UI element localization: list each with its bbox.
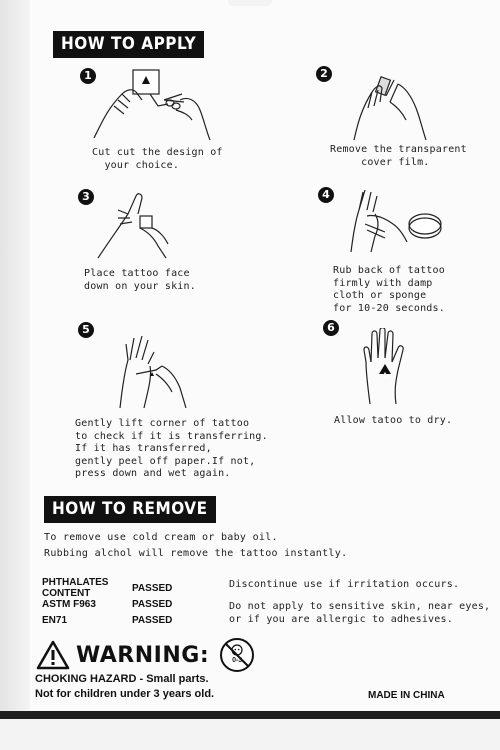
no-under-3-icon bbox=[219, 637, 255, 673]
test-name: PHTHALATES CONTENT bbox=[42, 577, 109, 599]
test-name: ASTM F963 bbox=[42, 598, 96, 610]
caution-line-1: Discontinue use if irritation occurs. bbox=[229, 579, 460, 590]
step-5-illustration bbox=[116, 330, 196, 410]
caution-line-2: Do not apply to sensitive skin, near eyes, bbox=[229, 601, 491, 612]
remove-line-1: To remove use cold cream or baby oil. bbox=[44, 532, 278, 543]
how-to-apply-heading: HOW TO APPLY bbox=[53, 31, 204, 58]
step-5-number: 5 bbox=[78, 322, 94, 338]
safety-tests bbox=[42, 577, 173, 628]
step-2-number: 2 bbox=[316, 66, 332, 82]
step-2-illustration bbox=[350, 72, 430, 142]
choking-line-1: CHOKING HAZARD - Small parts. bbox=[35, 673, 209, 685]
step-4-number: 4 bbox=[318, 187, 334, 203]
bottom-bar bbox=[0, 711, 500, 719]
step-1-text: Cut cut the design of your choice. bbox=[92, 147, 223, 171]
step-4-text: Rub back of tattoo firmly with damp cloth or sponge for 10-20 seconds. bbox=[333, 265, 445, 314]
warning-label: WARNING: bbox=[76, 642, 210, 668]
choking-line-2: Not for children under 3 years old. bbox=[35, 688, 215, 700]
age-range-label: 0-3 bbox=[232, 657, 243, 664]
test-result: PASSED bbox=[132, 614, 173, 626]
caution-line-3: or if you are allergic to adhesives. bbox=[229, 614, 453, 625]
step-5-text: Gently lift corner of tattoo to check if it is transferring. If it has transferred, gently peel off paper.If not, press down and wet again. bbox=[75, 418, 268, 479]
step-2-text: Remove the transparent cover film. bbox=[330, 144, 467, 168]
test-name: EN71 bbox=[42, 614, 68, 626]
made-in-label: MADE IN CHINA bbox=[368, 690, 445, 701]
step-4-illustration bbox=[345, 184, 445, 254]
choking-hazard bbox=[35, 672, 214, 702]
background-below bbox=[0, 719, 500, 750]
warning-row bbox=[36, 637, 255, 673]
step-3-number: 3 bbox=[78, 189, 94, 205]
step-3-text: Place tattoo face down on your skin. bbox=[84, 268, 196, 292]
step-3-illustration bbox=[96, 190, 176, 260]
step-6-illustration bbox=[362, 328, 408, 406]
test-row bbox=[42, 577, 173, 599]
step-1-illustration bbox=[92, 66, 216, 144]
step-6-number: 6 bbox=[323, 320, 339, 336]
step-1-number: 1 bbox=[80, 68, 96, 84]
hang-notch bbox=[228, 0, 272, 6]
warning-triangle-icon bbox=[36, 640, 70, 670]
test-result: PASSED bbox=[132, 582, 173, 594]
test-row bbox=[42, 612, 172, 628]
step-6-text: Allow tatoo to dry. bbox=[334, 415, 453, 426]
remove-line-2: Rubbing alchol will remove the tattoo instantly. bbox=[44, 548, 348, 559]
card-edge bbox=[0, 0, 30, 712]
test-result: PASSED bbox=[132, 598, 173, 610]
test-row bbox=[42, 596, 172, 612]
how-to-remove-heading: HOW TO REMOVE bbox=[44, 496, 216, 523]
